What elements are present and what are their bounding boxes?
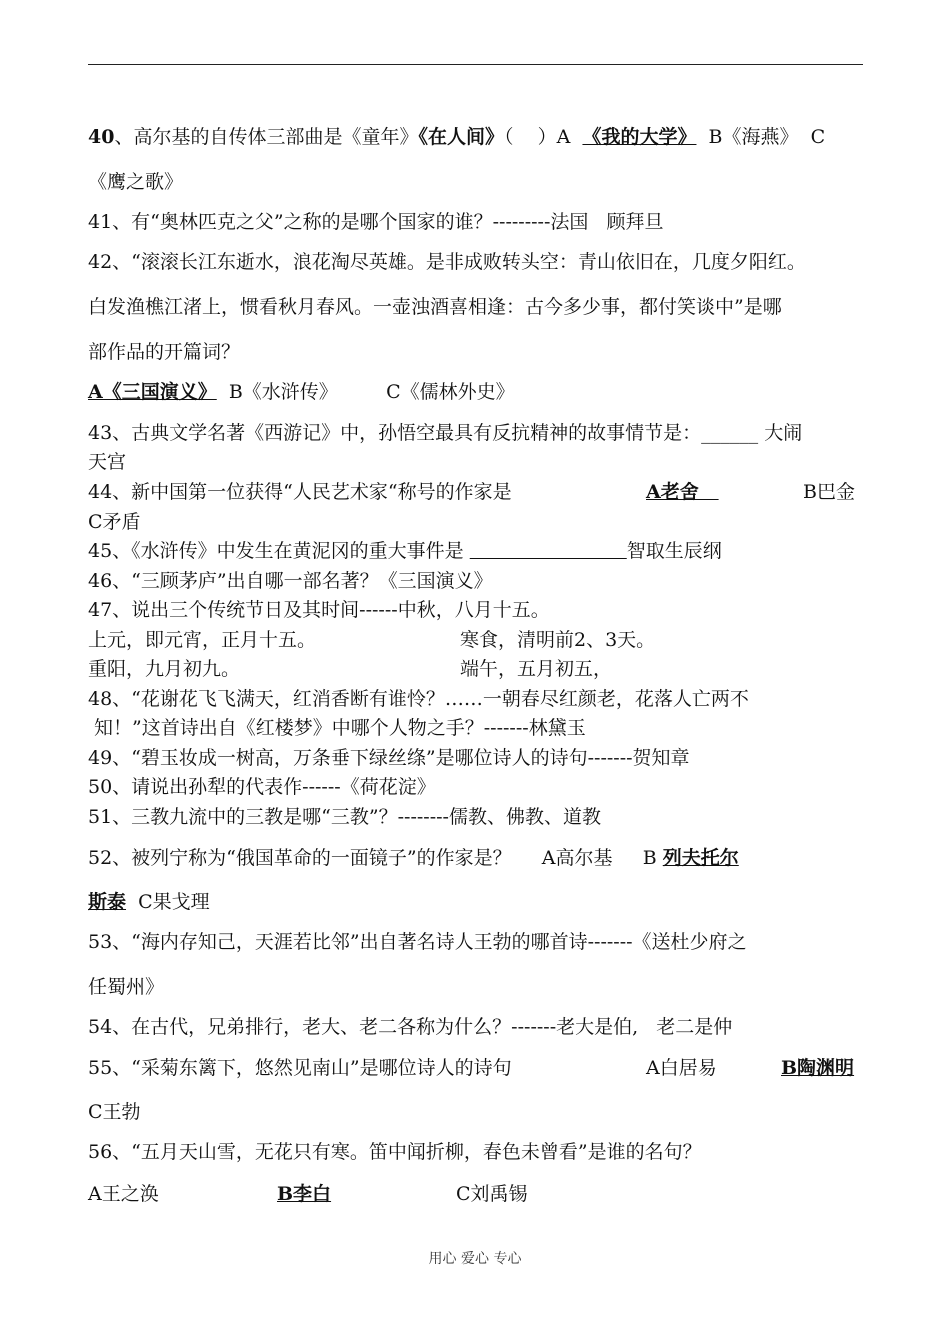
question-55-line2: C王勃 xyxy=(88,1101,141,1123)
question-51: 51、三教九流中的三教是哪“三教”？--------儒教、佛教、道教 xyxy=(88,806,601,828)
question-40: 40、高尔基的自传体三部曲是《童年》《在人间》（ ）A 《我的大学》 B《海燕》 C xyxy=(88,126,826,148)
question-44: 44、新中国第一位获得“人民艺术家“称号的作家是 xyxy=(88,481,512,503)
answer-44: A老舍 xyxy=(646,481,719,503)
question-43-line2: 天宫 xyxy=(88,451,127,473)
question-42-line1: 42、“滚滚长江东逝水，浪花淘尽英雄。是非成败转头空：青山依旧在，几度夕阳红。 xyxy=(88,251,806,273)
answer-40: 《我的大学》 xyxy=(582,126,697,148)
question-48-line1: 48、“花谢花飞飞满天，红消香断有谁怜？……一朝春尽红颜老，花落人亡两不 xyxy=(88,688,749,710)
answer-52-cont: 斯泰 xyxy=(88,891,127,913)
option-55-a: A白居易 xyxy=(646,1057,717,1079)
header-rule xyxy=(88,64,863,65)
question-55: 55、“采菊东篱下，悠然见南山”是哪位诗人的诗句 xyxy=(88,1057,512,1079)
question-49: 49、“碧玉妆成一树高，万条垂下绿丝绦”是哪位诗人的诗句-------贺知章 xyxy=(88,747,690,769)
question-42-line2: 白发渔樵江渚上，惯看秋月春风。一壶浊酒喜相逢：古今多少事，都付笑谈中”是哪 xyxy=(88,296,782,318)
question-56: 56、“五月天山雪，无花只有寒。笛中闻折柳，春色未曾看”是谁的名句？ xyxy=(88,1141,702,1163)
question-47: 47、说出三个传统节日及其时间------中秋，八月十五。 xyxy=(88,599,550,621)
answer-42: A《三国演义》 xyxy=(88,381,217,403)
blank-45 xyxy=(470,540,627,562)
answer-52: 列夫托尔 xyxy=(662,847,739,869)
option-44-b: B巴金 xyxy=(803,481,855,503)
question-43-line1: 43、古典文学名著《西游记》中，孙悟空最具有反抗精神的故事情节是：______ 大闹 xyxy=(88,422,803,444)
festival-hanshi: 寒食，清明前2、3天。 xyxy=(460,629,656,651)
question-46: 46、“三顾茅庐”出自哪一部名著？《三国演义》 xyxy=(88,570,493,592)
option-56-a: A王之涣 xyxy=(88,1183,159,1205)
question-42-line3: 部作品的开篇词？ xyxy=(88,341,241,363)
question-52-line2: 斯泰 C果戈理 xyxy=(88,891,210,913)
question-41: 41、有“奥林匹克之父”之称的是哪个国家的谁？---------法国 顾拜旦 xyxy=(88,211,664,233)
festival-duanwu: 端午，五月初五， xyxy=(460,658,613,680)
question-44-line2: C矛盾 xyxy=(88,511,141,533)
answer-55: B陶渊明 xyxy=(781,1057,855,1079)
page-footer: 用心 爱心 专心 xyxy=(428,1251,522,1267)
question-48-line2: 知！”这首诗出自《红楼梦》中哪个人物之手？-------林黛玉 xyxy=(88,717,586,739)
question-45: 45、《水浒传》中发生在黄泥冈的重大事件是 智取生辰纲 xyxy=(88,540,722,562)
question-54: 54、在古代，兄弟排行，老大、老二各称为什么？-------老大是伯, 老二是仲 xyxy=(88,1016,733,1038)
question-53-line1: 53、“海内存知己，天涯若比邻”出自著名诗人王勃的哪首诗-------《送杜少府之 xyxy=(88,931,747,953)
answer-56: B李白 xyxy=(277,1183,332,1205)
festival-shangyuan: 上元，即元宵，正月十五。 xyxy=(88,629,317,651)
festival-chongyang: 重阳，九月初九。 xyxy=(88,658,241,680)
question-52: 52、被列宁称为“俄国革命的一面镜子”的作家是？ A高尔基 B 列夫托尔 xyxy=(88,847,739,869)
question-53-line2: 任蜀州》 xyxy=(88,976,165,998)
question-50: 50、请说出孙犁的代表作------《荷花淀》 xyxy=(88,776,436,798)
option-56-c: C刘禹锡 xyxy=(456,1183,528,1205)
question-42-options: A《三国演义》 B《水浒传》 C《儒林外史》 xyxy=(88,381,515,403)
question-40-line2: 《鹰之歌》 xyxy=(88,171,184,193)
